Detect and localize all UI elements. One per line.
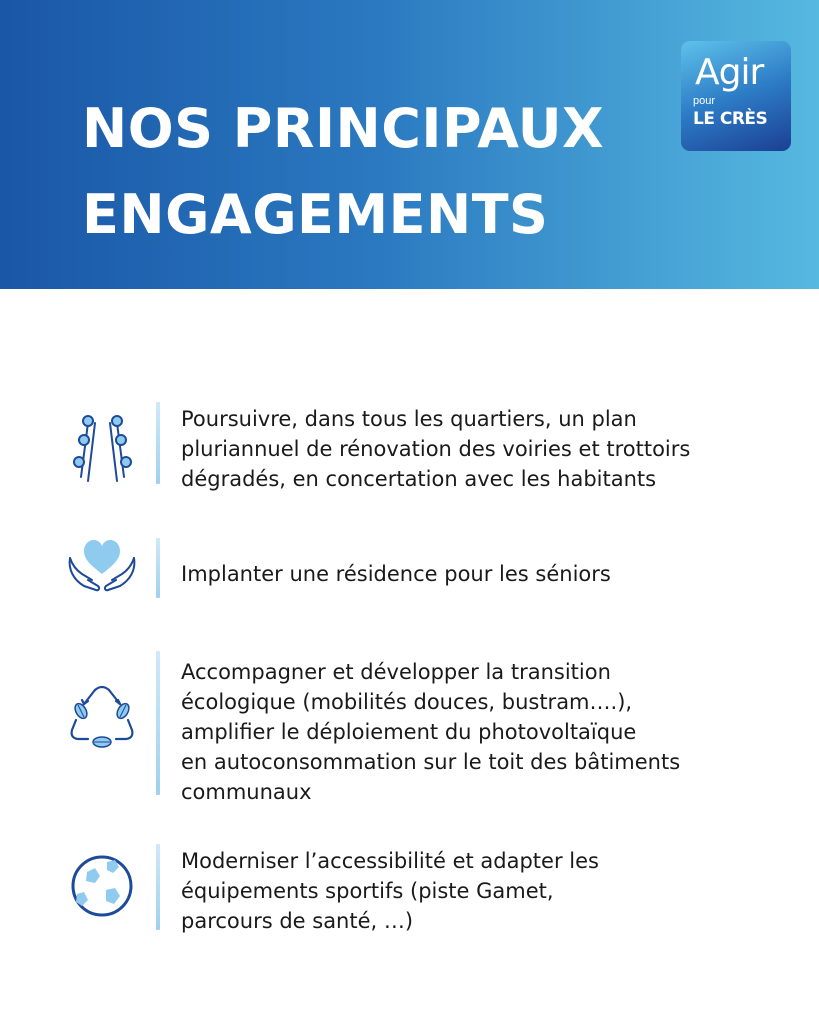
text-line: communaux <box>181 780 312 804</box>
road-trees-icon <box>62 407 142 487</box>
engagement-text <box>181 657 781 807</box>
accent-bar <box>156 538 160 598</box>
text-line: équipements sportifs (piste Gamet, <box>181 879 554 903</box>
recycle-leaves-icon <box>62 680 142 760</box>
text-line: pluriannuel de rénovation des voiries et trottoirs <box>181 437 691 461</box>
text-line: amplifier le déploiement du photovoltaïque <box>181 720 637 744</box>
logo-word-agir: Agir <box>695 52 764 93</box>
engagement-text <box>181 404 781 494</box>
text-line: Poursuivre, dans tous les quartiers, un plan <box>181 407 637 431</box>
text-line: Moderniser l’accessibilité et adapter les <box>181 849 599 873</box>
engagement-text <box>181 846 781 936</box>
logo-word-le-cres: LE CRÈS <box>693 109 768 129</box>
text-line: dégradés, en concertation avec les habitants <box>181 467 657 491</box>
accent-bar <box>156 844 160 930</box>
text-line: Implanter une résidence pour les séniors <box>181 562 611 586</box>
text-line: Accompagner et développer la transition <box>181 660 611 684</box>
text-line: écologique (mobilités douces, bustram….), <box>181 690 633 714</box>
heart-hands-icon <box>62 530 142 610</box>
title-line-2: ENGAGEMENTS <box>82 183 549 246</box>
header-banner <box>0 0 819 289</box>
engagement-text <box>181 559 781 589</box>
text-line: en autoconsommation sur le toit des bâtiments <box>181 750 681 774</box>
accent-bar <box>156 402 160 484</box>
agir-pour-le-cres-logo <box>681 41 791 151</box>
accent-bar <box>156 651 160 795</box>
logo-word-pour: pour <box>693 95 716 107</box>
title-line-1: NOS PRINCIPAUX <box>82 97 605 160</box>
soccer-ball-icon <box>62 846 142 926</box>
text-line: parcours de santé, …) <box>181 909 414 933</box>
page-title <box>82 86 604 258</box>
